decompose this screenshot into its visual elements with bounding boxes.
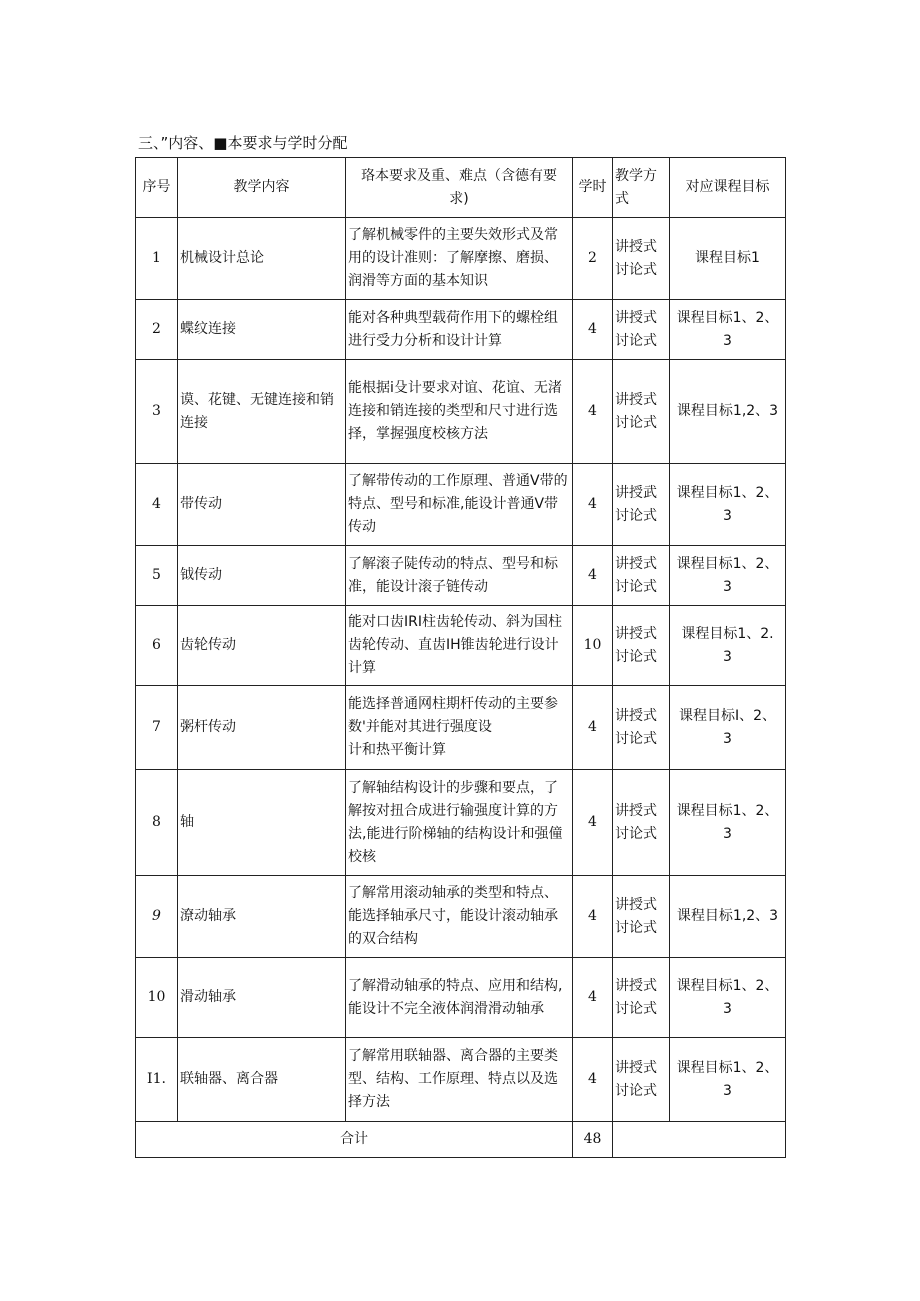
column-header-requirements: 珞本要求及重、难点（含德有要 求) [346, 158, 573, 218]
total-hours: 48 [573, 1122, 613, 1158]
table-row [136, 686, 786, 770]
row-content: 带传动 [178, 464, 346, 546]
row-hours: 4 [573, 464, 613, 546]
row-requirements: 能选择普通网柱期杆传动的主要参数'并能对其进行强度设 计和热平衡计算 [346, 686, 573, 770]
row-goal: 课程目标1、2、 3 [670, 770, 786, 876]
row-goal: 课程目标1、2、 3 [670, 1038, 786, 1122]
row-requirements: 能根据i殳计要求对谊、花谊、无渚连接和销连接的类型和尺寸进行选择，掌握强度校核方法 [346, 360, 573, 464]
row-goal: 课程目标1 [670, 218, 786, 300]
section-heading: 三、”内容、■本要求与学时分配 [138, 134, 348, 152]
row-method: 讲授式 讨论式 [613, 958, 670, 1038]
row-content: 联轴器、离合器 [178, 1038, 346, 1122]
table-row [136, 546, 786, 606]
row-method: 讲授式 讨论式 [613, 360, 670, 464]
row-content: 齿轮传动 [178, 606, 346, 686]
row-goal: 课程目标1、2、 3 [670, 464, 786, 546]
row-content: 滑动轴承 [178, 958, 346, 1038]
row-goal: 课程目标1、2、 3 [670, 300, 786, 360]
row-content: 蝶纹连接 [178, 300, 346, 360]
row-no: I1. [136, 1038, 178, 1122]
column-header-content: 教学内容 [178, 158, 346, 218]
row-method: 讲授式 讨论式 [613, 546, 670, 606]
row-hours: 4 [573, 770, 613, 876]
row-hours: 4 [573, 360, 613, 464]
row-no: 6 [136, 606, 178, 686]
row-hours: 2 [573, 218, 613, 300]
row-hours: 4 [573, 686, 613, 770]
table-row [136, 958, 786, 1038]
table-row [136, 1038, 786, 1122]
row-no: 3 [136, 360, 178, 464]
row-no: 8 [136, 770, 178, 876]
row-requirements: 能对口齿IRI柱齿轮传动、斜为国柱齿轮传动、直齿IH锥齿轮进行设计计算 [346, 606, 573, 686]
row-content: 轴 [178, 770, 346, 876]
row-hours: 4 [573, 876, 613, 958]
row-method: 讲授式 讨论式 [613, 606, 670, 686]
row-hours: 4 [573, 546, 613, 606]
table-header-row [136, 158, 786, 218]
row-content: 谟、花键、无键连接和销连接 [178, 360, 346, 464]
total-row [136, 1122, 786, 1158]
row-no: 9 [136, 876, 178, 958]
course-schedule-table [135, 157, 786, 1158]
row-requirements: 了解常用滚动轴承的类型和特点、能选择轴承尺寸，能设计滚动轴承的双合结构 [346, 876, 573, 958]
column-header-hours: 学时 [573, 158, 613, 218]
row-hours: 4 [573, 958, 613, 1038]
table-row [136, 770, 786, 876]
total-empty-cell [613, 1122, 786, 1158]
row-goal: 课程目标1、2. 3 [670, 606, 786, 686]
row-hours: 4 [573, 300, 613, 360]
row-no: 1 [136, 218, 178, 300]
row-hours: 4 [573, 1038, 613, 1122]
row-hours: 10 [573, 606, 613, 686]
row-goal: 课程目标1、2、 3 [670, 546, 786, 606]
row-content: 钺传动 [178, 546, 346, 606]
row-method: 讲授式 讨论式 [613, 876, 670, 958]
row-requirements: 了解带传动的工作原理、普通V带的特点、型号和标准,能设计普通V带传动 [346, 464, 573, 546]
row-requirements: 了解滑动轴承的特点、应用和结构,能设计不完全液体润滑滑动轴承 [346, 958, 573, 1038]
row-method: 讲授式 讨论式 [613, 300, 670, 360]
table-row [136, 876, 786, 958]
table-row [136, 300, 786, 360]
row-no: 7 [136, 686, 178, 770]
table-row [136, 606, 786, 686]
row-method: 讲授式 讨论式 [613, 770, 670, 876]
row-content: 粥杆传动 [178, 686, 346, 770]
table-row [136, 464, 786, 546]
row-no: 4 [136, 464, 178, 546]
row-no: 2 [136, 300, 178, 360]
column-header-no: 序号 [136, 158, 178, 218]
row-requirements: 了解轴结构设计的步骤和要点，了解按对扭合成进行输强度计算的方法,能进行阶梯轴的结构设计和强僮校核 [346, 770, 573, 876]
row-method: 讲授式 讨论式 [613, 1038, 670, 1122]
total-label: 合计 [136, 1122, 573, 1158]
table-row [136, 360, 786, 464]
row-requirements: 了解常用联轴器、离合器的主要类型、结构、工作原理、特点以及选择方法 [346, 1038, 573, 1122]
row-goal: 课程目标1,2、3 [670, 360, 786, 464]
row-no: 10 [136, 958, 178, 1038]
row-requirements: 了解机械零件的主要失效形式及常用的设计准则：了解摩擦、磨损、润滑等方面的基本知识 [346, 218, 573, 300]
row-method: 讲授式 讨论式 [613, 218, 670, 300]
row-method: 讲授武 讨论式 [613, 464, 670, 546]
row-no: 5 [136, 546, 178, 606]
table-row [136, 218, 786, 300]
row-method: 讲授式 讨论式 [613, 686, 670, 770]
row-goal: 课程目标I、2、 3 [670, 686, 786, 770]
row-goal: 课程目标1、2、 3 [670, 958, 786, 1038]
column-header-goal: 对应课程目标 [670, 158, 786, 218]
row-requirements: 能对各种典型载荷作用下的螺栓组进行受力分析和设计计算 [346, 300, 573, 360]
row-goal: 课程目标1,2、3 [670, 876, 786, 958]
column-header-method: 教学方 式 [613, 158, 670, 218]
row-requirements: 了解滚子陡传动的特点、型号和标准，能设计滚子链传动 [346, 546, 573, 606]
row-content: 潦动轴承 [178, 876, 346, 958]
row-content: 机械设计总论 [178, 218, 346, 300]
